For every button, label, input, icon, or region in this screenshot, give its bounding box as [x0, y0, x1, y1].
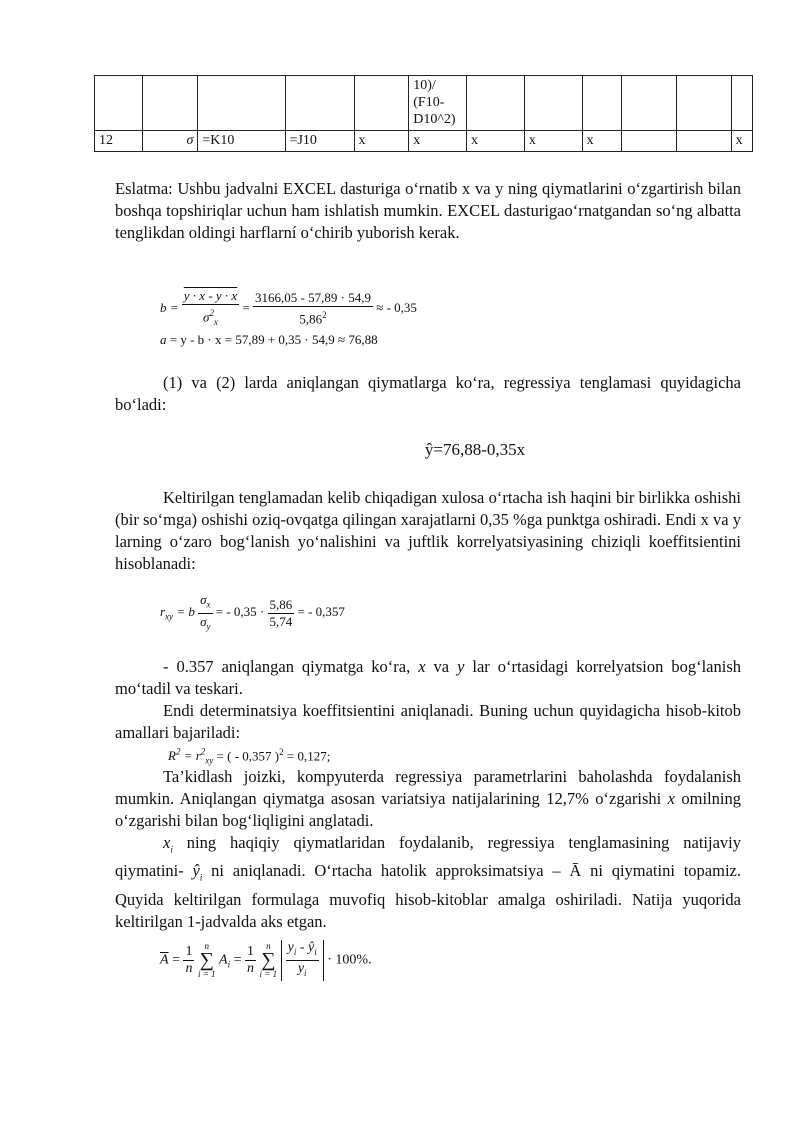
table-cell	[354, 76, 409, 131]
table-cell: x	[582, 131, 622, 152]
absolute-value	[281, 940, 324, 981]
fraction: $\frac{y_i - ŷ_i}{y_i}$	[287, 940, 317, 978]
formula-text: = b	[176, 604, 195, 620]
fraction-denominator: 5,86$^2$	[299, 310, 327, 327]
fraction: $\frac{1}{n}$	[185, 943, 193, 976]
formula-text: a	[160, 332, 170, 347]
fraction	[198, 592, 212, 634]
formula-r	[160, 592, 345, 634]
table-cell	[676, 131, 731, 152]
text-span: ni aniqlanadi. O‘rtacha hatolik approksimatsiya – Ā ni qiymatini topamiz. Quyida keltirilgan formulaga muvofiq hisob-kitoblar amalga oshiriladi. Natija yuqorida keltirilgan 1-jadvalda aks etgan.	[115, 861, 741, 931]
fraction	[253, 290, 373, 327]
table-cell: 12	[95, 131, 143, 152]
table-cell: x	[409, 131, 467, 152]
table-row	[95, 131, 753, 152]
table-cell	[622, 76, 677, 131]
text-span: omilning o‘zgarishi bilan bog‘liqligini anglatadi.	[115, 789, 741, 830]
table-cell: x	[524, 131, 582, 152]
fraction-denominator: 5,74	[269, 613, 293, 629]
table-cell	[95, 76, 143, 131]
formula-text: = - 0,357	[297, 604, 345, 620]
formula-text: 5,86	[299, 311, 323, 327]
equation-text: ŷ=76,88-0,35x	[424, 440, 526, 459]
fraction	[268, 597, 295, 630]
table-cell	[582, 76, 622, 131]
conclusion-paragraph: Keltirilgan tenglamadan kelib chiqadigan xulosa o‘rtacha ish haqini bir birlikka oshishi (bir so‘mga) oshishi oziq-ovqatga qilingan xarajatlarni 0,35 %ga punktga oshiradi. Endi x va y larning o‘zaro bog‘lanish yo‘nalishini va juftlik korrelyatsiyasining chiziqli koeffitsientini hisoblanadi:	[115, 488, 741, 573]
table-cell	[731, 76, 752, 131]
formula-text: =	[233, 952, 242, 968]
formula-b	[160, 288, 417, 330]
text-span: i	[199, 872, 203, 883]
formula-r-squared: $R^2 = r^2_{xy}$ = ( - 0,357 )$^2$ = 0,127;	[168, 747, 331, 766]
formula-text: = - 0,35 ·	[215, 604, 265, 620]
formula-text: y · x - y · x	[183, 288, 238, 303]
formula-text: A	[219, 952, 228, 968]
fraction-numerator: $\sigma_x$	[198, 592, 212, 614]
text-span: va	[425, 657, 458, 676]
formula-text: · 100%.	[327, 952, 372, 968]
table-cell: =K10	[198, 131, 285, 152]
fraction-denominator: $\sigma^2_x$	[203, 308, 218, 327]
text-span: y	[457, 657, 465, 676]
text-span: x	[667, 789, 675, 808]
formula-a	[160, 332, 378, 348]
fraction-denominator: $\sigma_y$	[200, 613, 211, 632]
formula-text: = y - b · x = 57,89 + 0,35 · 54,9 ≈ 76,88	[169, 332, 378, 347]
table-cell	[622, 131, 677, 152]
fraction-numerator: 3166,05 - 57,89 · 54,9	[255, 290, 371, 306]
table-cell	[198, 76, 285, 131]
calculation-table	[94, 75, 753, 152]
table-cell: =J10	[285, 131, 354, 152]
regression-equation	[0, 440, 800, 460]
fraction: $\frac{1}{n}$	[247, 943, 255, 976]
determination-paragraph: Endi determinatsiya koeffitsientini aniqlanadi. Buning uchun quyidagicha hisob-kitob amallari bajariladi:	[115, 701, 741, 742]
table-cell: x	[467, 131, 525, 152]
table-row	[95, 76, 753, 131]
text-span: x	[418, 657, 426, 676]
table-cell: x	[354, 131, 409, 152]
formula-text: $R^2 = r^2_{xy}$	[168, 747, 214, 766]
table-cell	[524, 76, 582, 131]
table-cell	[285, 76, 354, 131]
sum-symbol: n ∑ i = 1	[259, 941, 278, 980]
text-span: - 0.357 aniqlangan qiymatga ko‘ra,	[163, 657, 419, 676]
formula-text: σ	[203, 309, 210, 325]
sigma-symbol: σ	[186, 133, 194, 148]
text-span: x	[163, 833, 171, 852]
correlation-paragraph	[115, 656, 741, 700]
table-cell	[142, 76, 198, 131]
formula-text: b =	[160, 299, 179, 315]
fraction	[182, 288, 239, 330]
approximation-paragraph	[115, 832, 741, 933]
formula-text: =	[242, 299, 250, 315]
table-cell: x	[731, 131, 752, 152]
text-span: lar o‘rtasidagi korrelyatsion bog‘lanish mo‘tadil va teskari.	[115, 657, 741, 698]
formula-text: = ( - 0,357 )	[216, 748, 280, 764]
table-cell	[676, 76, 731, 131]
formula-text: =	[172, 952, 180, 968]
table-cell	[467, 76, 525, 131]
regression-paragraph: (1) va (2) larda aniqlangan qiymatlarga ko‘ra, regressiya tenglamasi quyidagicha bo‘ladi:	[115, 373, 741, 414]
table-cell: 10)/ (F10- D10^2)	[409, 76, 467, 131]
formula-text: σ	[200, 592, 207, 607]
note-paragraph: Eslatma: Ushbu jadvalni EXCEL dasturiga o‘rnatib x va y ning qiymatlarini o‘zgartirish bilan boshqa topshiriqlar uchun ham ishlatish mumkin. EXCEL dasturigao‘rnatgandan so‘ng albatta tenglikdan oldingi harflarní o‘chirib yuborish kerak.	[115, 179, 741, 242]
formula-text: = 0,127;	[286, 748, 331, 764]
formula-text: ≈ - 0,35	[376, 299, 417, 315]
formula-approximation: $\overline{A}$ = $\frac{1}{n}$ n ∑ i = 1 $A_i$ = $\frac{1}{n}$ n ∑ i = 1 $\frac{y_i - ŷ_i}{y_i}$ · 100%.	[160, 940, 372, 980]
fraction-numerator: 5,86	[269, 596, 293, 612]
text-span: ŷ	[192, 861, 200, 881]
table-cell	[142, 131, 198, 152]
note-paragraph-2	[115, 766, 741, 832]
text-span: Ta’kidlash joizki, kompyuterda regressiya parametrlarini baholashda foydalanish mumkin. Aniqlangan qiymatga asosan variatsiya natijalarining 12,7% o‘zgarishi	[115, 767, 741, 808]
formula-text: σ	[200, 613, 207, 629]
formula-text: $\overline{A}$	[160, 952, 169, 968]
text-span: i	[170, 844, 173, 855]
sum-symbol: n ∑ i = 1	[197, 941, 216, 980]
text-span: ning haqiqiy qiymatlaridan foydalanib, regressiya tenglamasining natijaviy qiymatini-	[115, 833, 741, 881]
formula-text: $r_{xy}$	[160, 604, 174, 622]
fraction-numerator	[182, 288, 239, 305]
